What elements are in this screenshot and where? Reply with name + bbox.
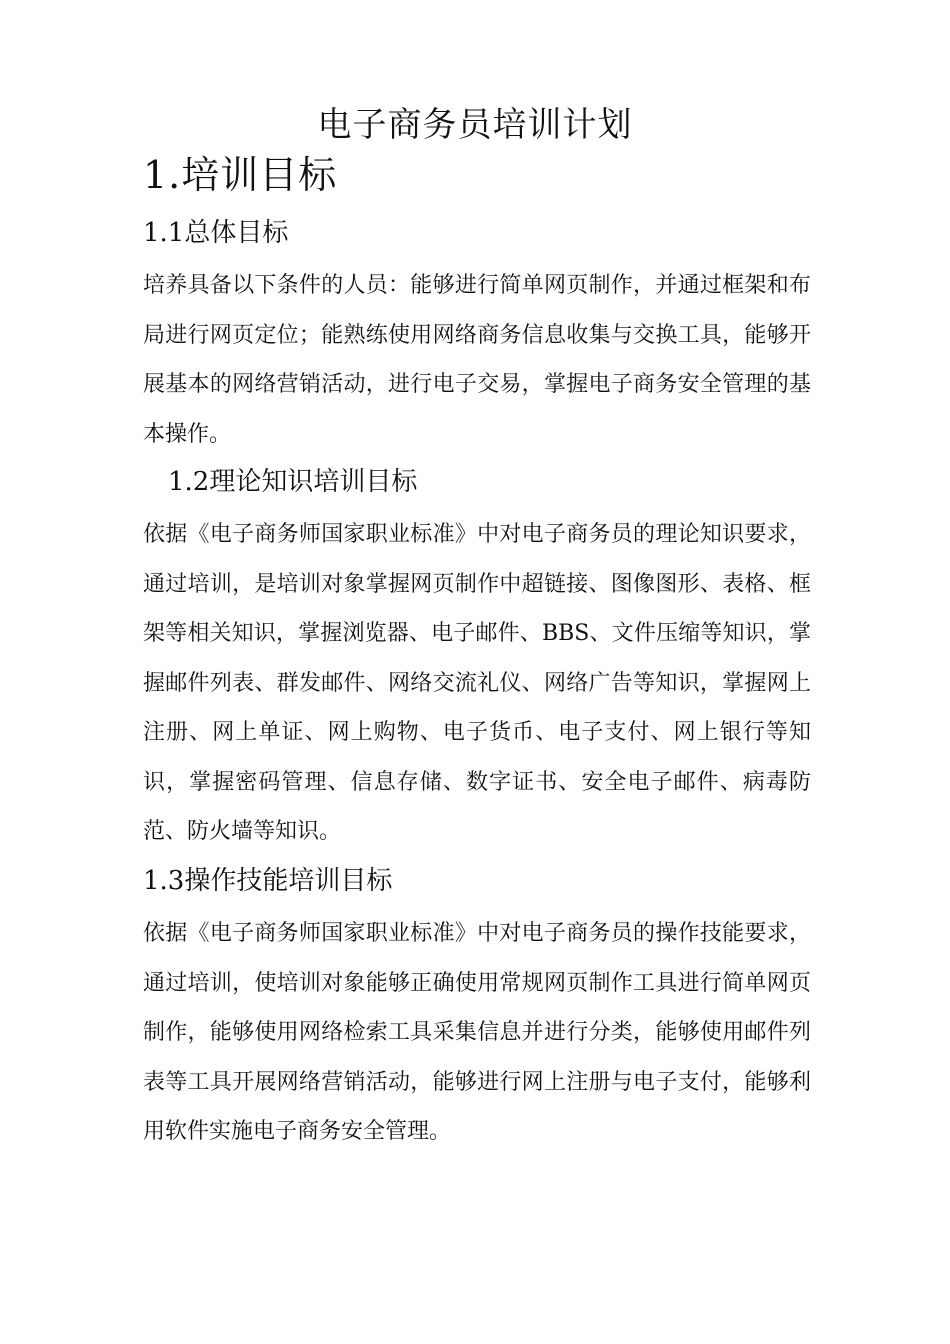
document-title: 电子商务员培训计划 xyxy=(317,105,633,145)
subsection-heading-skill-goal: 1.3操作技能培训目标 xyxy=(143,866,393,896)
paragraph-theory-goal: 依据《电子商务师国家职业标准》中对电子商务员的理论知识要求，通过培训，是培训对象掌握网页制作中超链接、图像图形、表格、框架等相关知识，掌握浏览器、电子邮件、BBS、文件压缩等知识，掌握邮件列表、群发邮件、网络交流礼仪、网络广告等知识，掌握网上注册、网上单证、网上购物、电子货币、电子支付、网上银行等知识，掌握密码管理、信息存储、数字证书、安全电子邮件、病毒防范、防火墙等知识。 xyxy=(143,522,811,844)
section-heading-training-goals: 1.培训目标 xyxy=(143,153,338,197)
subsection-heading-theory-goal: 1.2理论知识培训目标 xyxy=(168,467,418,497)
subsection-heading-overall-goal: 1.1总体目标 xyxy=(143,218,289,248)
paragraph-skill-goal: 依据《电子商务师国家职业标准》中对电子商务员的操作技能要求，通过培训，使培训对象能够正确使用常规网页制作工具进行简单网页制作，能够使用网络检索工具采集信息并进行分类，能够使用邮件列表等工具开展网络营销活动，能够进行网上注册与电子支付，能够利用软件实施电子商务安全管理。 xyxy=(143,921,811,1144)
paragraph-overall-goal: 培养具备以下条件的人员：能够进行简单网页制作，并通过框架和布局进行网页定位；能熟练使用网络商务信息收集与交换工具，能够开展基本的网络营销活动，进行电子交易，掌握电子商务安全管理的基本操作。 xyxy=(143,273,811,447)
